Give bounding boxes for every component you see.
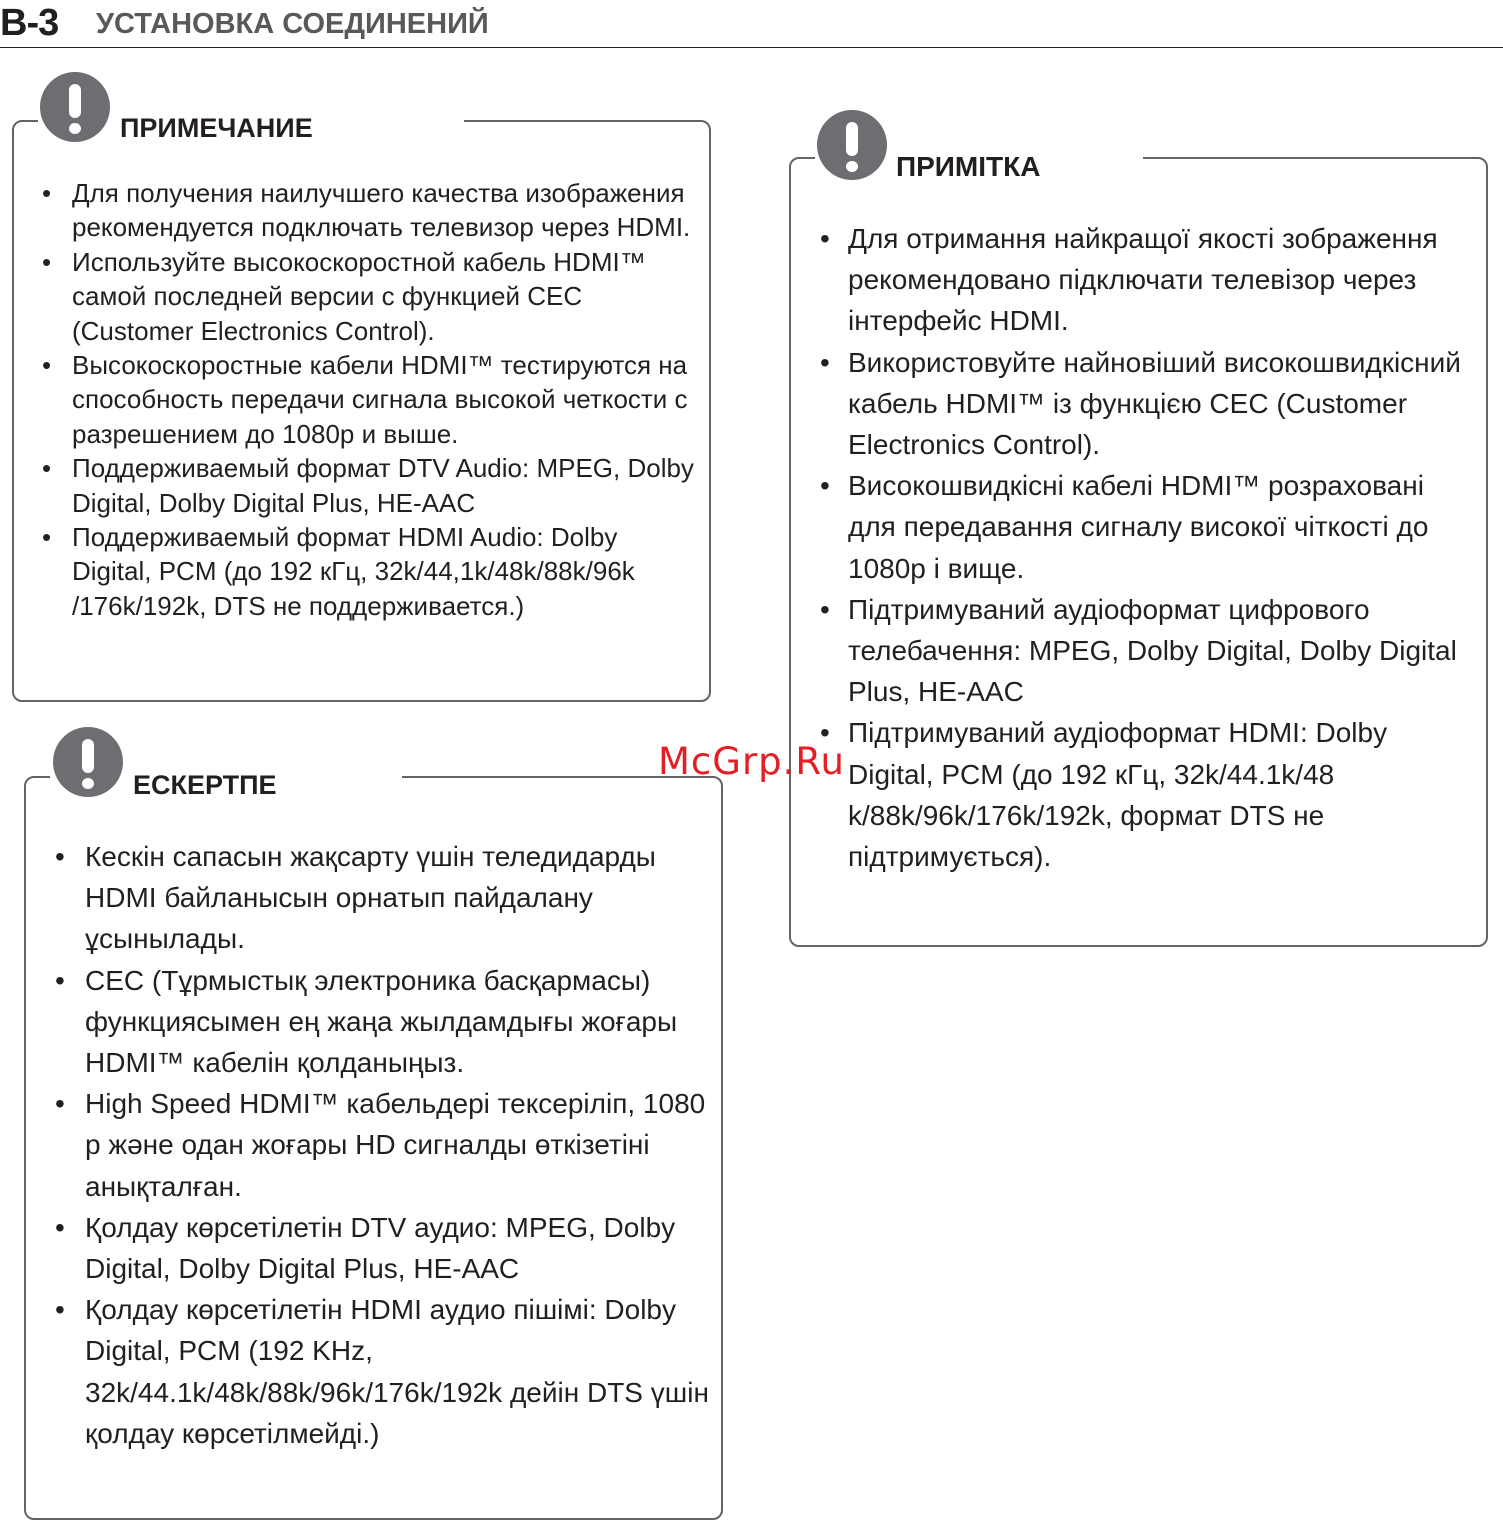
list-item: • Підтримуваний аудіоформат HDMI: Dolby Digital, PCM (до 192 кГц, 32k/44.1k/48 k/88k/96k/176k/192k, формат DTS не підтримується).	[848, 712, 1463, 877]
note-list-ua	[848, 218, 1463, 877]
list-item: • Используйте высокоскоростной кабель HDMI™ самой последней версии с функцией CEC (Customer Electronics Control).	[72, 245, 697, 348]
exclamation-circle-icon	[53, 727, 123, 797]
list-item: • CEC (Тұрмыстық электроника басқармасы) функциясымен ең жаңа жылдамдығы жоғары HDMI™ кабелін қолданыңыз.	[85, 960, 710, 1084]
list-item: • High Speed HDMI™ кабельдері тексеріліп, 1080 p және одан жоғары HD сигналды өткізетіні анықталған.	[85, 1083, 710, 1207]
section-code: B-3	[0, 2, 59, 44]
exclamation-circle-icon	[40, 72, 110, 142]
note-list-kk	[85, 836, 710, 1454]
list-item: • Для отримання найкращої якості зображення рекомендовано підключати телевізор через інтерфейс HDMI.	[848, 218, 1463, 342]
list-item: • Высокоскоростные кабели HDMI™ тестируются на способность передачи сигнала высокой четкости с разрешением до 1080p и выше.	[72, 348, 697, 451]
list-item: • Високошвидкісні кабелі HDMI™ розраховані для передавання сигналу високої чіткості до 1080p і вище.	[848, 465, 1463, 589]
list-item: • Кескін сапасын жақсарту үшін теледидарды HDMI байланысын орнатып пайдалану ұсынылады.	[85, 836, 710, 960]
header-divider	[0, 47, 1503, 48]
note-list-ru	[72, 176, 697, 623]
list-item: • Підтримуваний аудіоформат цифрового телебачення: MPEG, Dolby Digital, Dolby Digital Plus, HE-AAC	[848, 589, 1463, 713]
list-item: • Қолдау көрсетілетін HDMI аудио пішімі: Dolby Digital, PCM (192 KHz, 32k/44.1k/48k/88k/96k/176k/192k дейін DTS үшін қолдау көрсетілмейді.)	[85, 1289, 710, 1454]
list-item: • Қолдау көрсетілетін DTV аудио: MPEG, Dolby Digital, Dolby Digital Plus, HE-AAC	[85, 1207, 710, 1289]
note-heading-kk: ЕСКЕРТПЕ	[133, 770, 277, 800]
note-heading-ua: ПРИМІТКА	[896, 151, 1041, 182]
list-item: • Поддерживаемый формат DTV Audio: MPEG, Dolby Digital, Dolby Digital Plus, HE-AAC	[72, 451, 697, 520]
page-title: УСТАНОВКА СОЕДИНЕНИЙ	[96, 8, 489, 40]
list-item: • Для получения наилучшего качества изображения рекомендуется подключать телевизор через HDMI.	[72, 176, 697, 245]
exclamation-circle-icon	[817, 110, 887, 180]
list-item: • Використовуйте найновіший високошвидкісний кабель HDMI™ із функцією CEC (Customer Electronics Control).	[848, 342, 1463, 466]
note-heading-ru: ПРИМЕЧАНИЕ	[120, 113, 313, 143]
page-header	[0, 0, 1503, 50]
watermark: McGrp.Ru	[658, 740, 845, 783]
list-item: • Поддерживаемый формат HDMI Audio: Dolby Digital, PCM (до 192 кГц, 32k/44,1k/48k/88k/96k /176k/192k, DTS не поддерживается.)	[72, 520, 697, 623]
